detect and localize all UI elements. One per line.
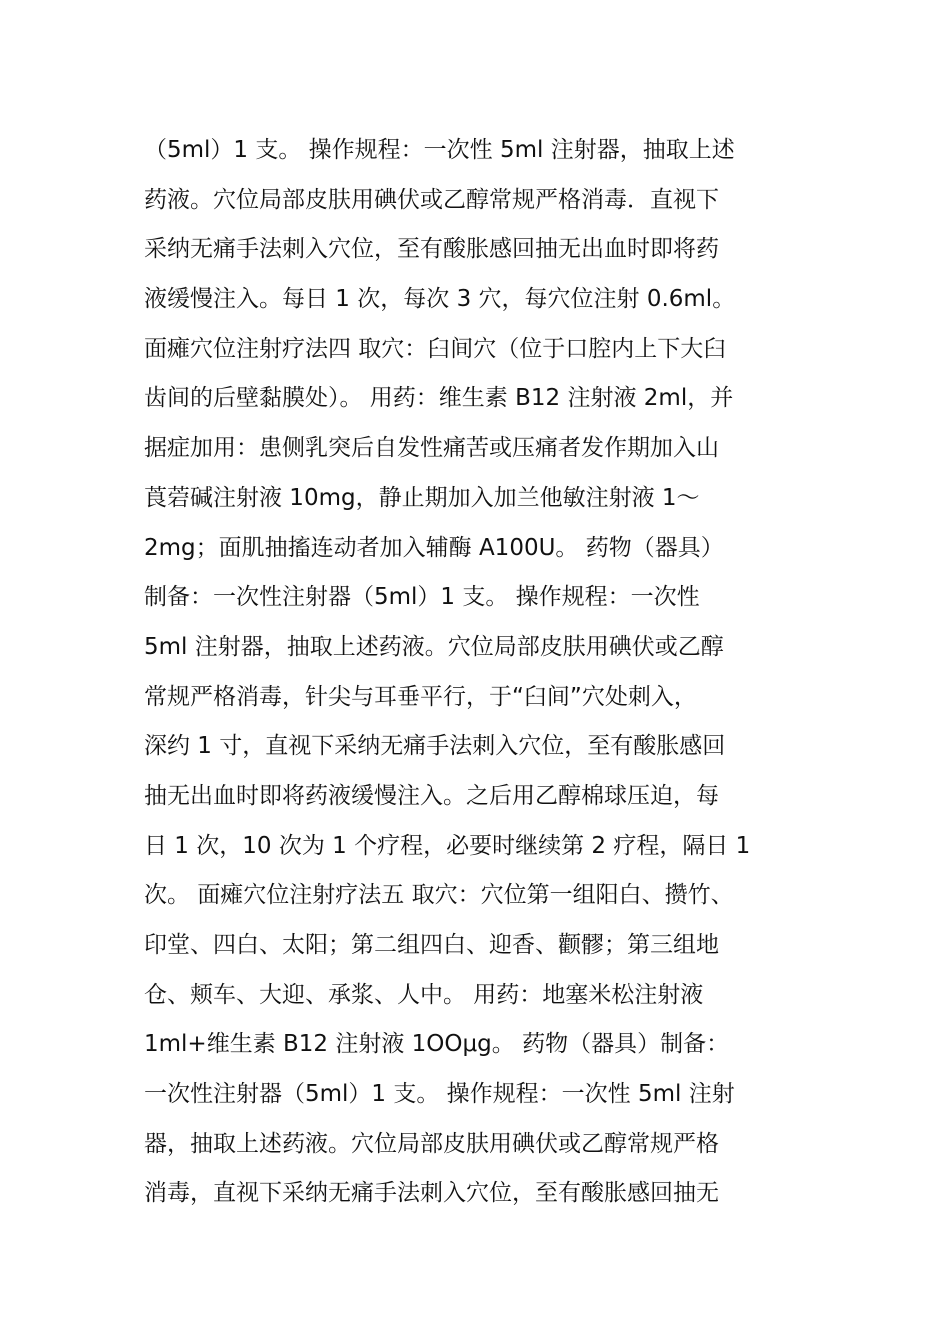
text-line-17: 印堂、四白、太阳；第二组四白、迎香、颧髎；第三组地 — [144, 932, 719, 958]
text-line-4: 液缓慢注入。每日 1 次，每次 3 穴，每穴位注射 0.6ml。 — [144, 286, 736, 313]
text-line-1: （5ml）1 支。 操作规程：一次性 5ml 注射器，抽取上述 — [144, 137, 735, 163]
text-line-19: 1ml+维生素 B12 注射液 1OOμg。 药物（器具）制备： — [144, 1031, 730, 1058]
text-line-11: 5ml 注射器，抽取上述药液。穴位局部皮肤用碘伏或乙醇 — [144, 633, 724, 660]
text-line-3: 采纳无痛手法刺入穴位，至有酸胀感回抽无出血时即将药 — [144, 236, 719, 263]
body-text — [144, 126, 814, 1219]
text-line-7: 据症加用：患侧乳突后自发性痛苦或压痛者发作期加入山 — [144, 435, 719, 462]
text-line-2: 药液。穴位局部皮肤用碘伏或乙醇常规严格消毒．直视下 — [144, 186, 719, 213]
text-line-16: 次。 面瘫穴位注射疗法五 取穴：穴位第一组阳白、攒竹、 — [144, 882, 734, 909]
text-line-13: 深约 1 寸，直视下采纳无痛手法刺入穴位，至有酸胀感回 — [144, 733, 726, 760]
text-line-15: 日 1 次，10 次为 1 个疗程，必要时继续第 2 疗程，隔日 1 — [144, 832, 751, 859]
text-line-9: 2mg；面肌抽搐连动者加入辅酶 A100U。 药物（器具） — [144, 534, 724, 561]
text-line-8: 莨菪碱注射液 10mg，静止期加入加兰他敏注射液 1～ — [144, 484, 700, 511]
text-line-18: 仓、颊车、大迎、承浆、人中。 用药：地塞米松注射液 — [144, 981, 704, 1008]
text-line-20: 一次性注射器（5ml）1 支。 操作规程：一次性 5ml 注射 — [144, 1081, 735, 1108]
text-line-6: 齿间的后壁黏膜处）。 用药：维生素 B12 注射液 2ml，并 — [144, 385, 734, 412]
text-line-5: 面瘫穴位注射疗法四 取穴：臼间穴（位于口腔内上下大臼 — [144, 335, 727, 362]
text-line-22: 消毒，直视下采纳无痛手法刺入穴位，至有酸胀感回抽无 — [144, 1180, 719, 1207]
text-line-12: 常规严格消毒，针尖与耳垂平行，于“臼间”穴处刺入， — [144, 683, 697, 710]
text-line-10: 制备：一次性注射器（5ml）1 支。 操作规程：一次性 — [144, 584, 700, 611]
text-line-21: 器，抽取上述药液。穴位局部皮肤用碘伏或乙醇常规严格 — [144, 1130, 719, 1157]
text-line-14: 抽无出血时即将药液缓慢注入。之后用乙醇棉球压迫，每 — [144, 782, 719, 809]
